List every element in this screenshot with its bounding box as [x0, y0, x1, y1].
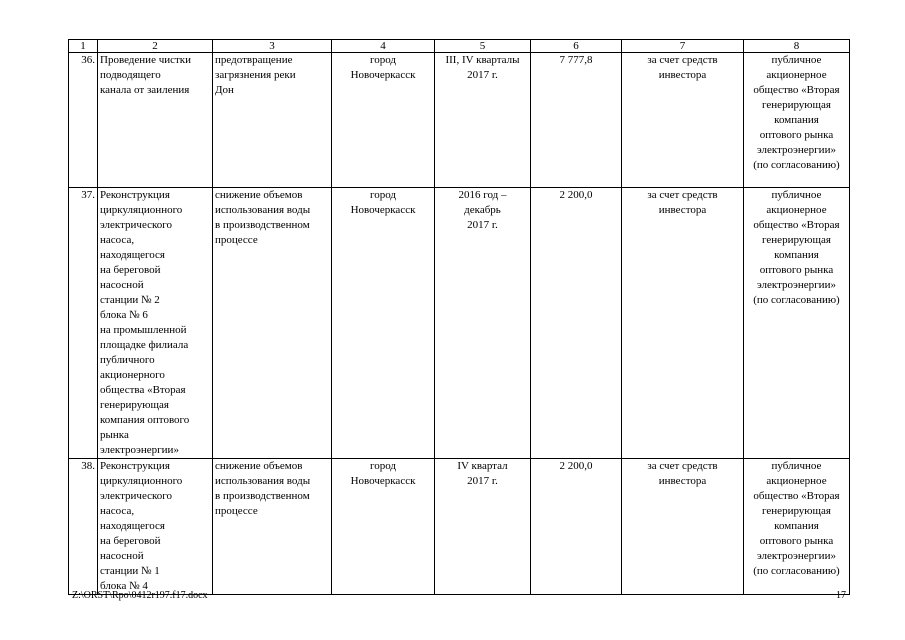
- funding-source: за счет средств инвестора: [622, 53, 744, 188]
- page-number: 17: [836, 590, 846, 601]
- header-cell: 6: [531, 40, 622, 53]
- table-row: [69, 188, 850, 459]
- document-table: [68, 39, 850, 595]
- measure-name: Реконструкция циркуляционного электрического насоса, находящегося на береговой насосной станции № 1 блока № 4: [98, 459, 213, 595]
- header-cell: 5: [435, 40, 531, 53]
- measure-goal: снижение объемов использования воды в производственном процессе: [213, 459, 332, 595]
- table-header-row: [69, 40, 850, 53]
- measure-amount: 2 200,0: [531, 459, 622, 595]
- executor: публичное акционерное общество «Вторая генерирующая компания оптового рынка электроэнергии» (по согласованию): [744, 53, 850, 188]
- measure-location: город Новочеркасск: [332, 188, 435, 459]
- measure-amount: 7 777,8: [531, 53, 622, 188]
- row-number: 37.: [69, 188, 98, 459]
- measure-period: III, IV кварталы 2017 г.: [435, 53, 531, 188]
- funding-source: за счет средств инвестора: [622, 188, 744, 459]
- row-number: 38.: [69, 459, 98, 595]
- table-row: [69, 53, 850, 188]
- measure-period: IV квартал 2017 г.: [435, 459, 531, 595]
- measure-location: город Новочеркасск: [332, 53, 435, 188]
- measure-amount: 2 200,0: [531, 188, 622, 459]
- footer-file-path: Z:\ORST\Rpo\0412r197.f17.docx: [72, 590, 208, 601]
- row-number: 36.: [69, 53, 98, 188]
- header-cell: 4: [332, 40, 435, 53]
- header-cell: 2: [98, 40, 213, 53]
- header-cell: 8: [744, 40, 850, 53]
- funding-source: за счет средств инвестора: [622, 459, 744, 595]
- measure-name: Реконструкция циркуляционного электрического насоса, находящегося на береговой насосной станции № 2 блока № 6 на промышленной площадке филиала публичного акционерного общества «Вторая генерирующая компания оптового рынка электроэнергии»: [98, 188, 213, 459]
- header-cell: 7: [622, 40, 744, 53]
- executor: публичное акционерное общество «Вторая генерирующая компания оптового рынка электроэнергии» (по согласованию): [744, 188, 850, 459]
- header-cell: 3: [213, 40, 332, 53]
- header-cell: 1: [69, 40, 98, 53]
- measure-goal: предотвращение загрязнения реки Дон: [213, 53, 332, 188]
- measure-goal: снижение объемов использования воды в производственном процессе: [213, 188, 332, 459]
- executor: публичное акционерное общество «Вторая генерирующая компания оптового рынка электроэнергии» (по согласованию): [744, 459, 850, 595]
- measure-location: город Новочеркасск: [332, 459, 435, 595]
- measure-period: 2016 год – декабрь 2017 г.: [435, 188, 531, 459]
- measure-name: Проведение чистки подводящего канала от заиления: [98, 53, 213, 188]
- table-row: [69, 459, 850, 595]
